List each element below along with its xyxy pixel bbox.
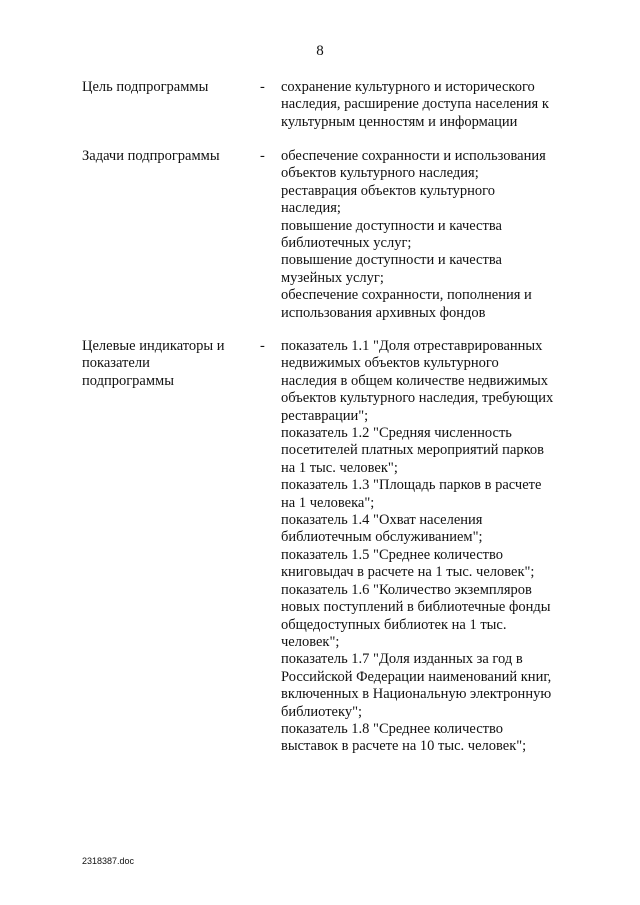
item-line: обеспечение сохранности, пополнения и — [281, 287, 532, 304]
item-line: посетителей платных мероприятий парков — [281, 442, 544, 459]
indicator-item — [281, 477, 581, 512]
section-content — [281, 79, 581, 131]
label-line: Цель подпрограммы — [82, 79, 209, 95]
indicator-item — [281, 425, 581, 477]
item-line: на 1 человека"; — [281, 494, 375, 511]
indicator-item — [281, 582, 581, 652]
label-line: Задачи подпрограммы — [82, 148, 220, 164]
label-line: подпрограммы — [82, 372, 174, 389]
item-line: библиотеку"; — [281, 703, 363, 720]
indicator-item — [281, 721, 581, 756]
dash: - — [260, 79, 265, 95]
list-item — [281, 148, 581, 183]
item-line: наследия, расширение доступа населения к — [281, 96, 549, 113]
list-item — [281, 218, 581, 253]
item-line: объектов культурного наследия, требующих — [281, 390, 554, 407]
list-item — [281, 79, 581, 131]
item-line: библиотечных услуг; — [281, 235, 412, 252]
item-line: показатель 1.6 "Количество экземпляров — [281, 581, 532, 598]
item-line: повышение доступности и качества — [281, 252, 502, 269]
indicator-item — [281, 547, 581, 582]
item-line: показатель 1.2 "Средняя численность — [281, 425, 512, 442]
item-line: недвижимых объектов культурного — [281, 355, 499, 372]
item-line: наследия в общем количестве недвижимых — [281, 372, 549, 389]
item-line: показатель 1.1 "Доля отреставрированных — [281, 338, 543, 354]
page-number: 8 — [316, 43, 324, 59]
item-line: повышение доступности и качества — [281, 217, 502, 234]
dash: - — [260, 338, 265, 354]
item-line: новых поступлений в библиотечные фонды — [281, 599, 551, 616]
item-line: показатель 1.7 "Доля изданных за год в — [281, 651, 523, 668]
item-line: включенных в Национальную электронную — [281, 686, 552, 703]
item-line: показатель 1.3 "Площадь парков в расчете — [281, 477, 542, 494]
section-content — [281, 148, 581, 322]
label-line: Целевые индикаторы и — [82, 338, 225, 354]
item-line: объектов культурного наследия; — [281, 165, 479, 182]
item-line: обеспечение сохранности и использования — [281, 148, 546, 164]
indicator-item — [281, 338, 581, 425]
item-line: выставок в расчете на 10 тыс. человек"; — [281, 738, 527, 755]
item-line: книговыдач в расчете на 1 тыс. человек"; — [281, 564, 535, 581]
section-label — [82, 148, 247, 165]
indicator-item — [281, 512, 581, 547]
item-line: на 1 тыс. человек"; — [281, 459, 398, 476]
item-line: музейных услуг; — [281, 269, 384, 286]
item-line: наследия; — [281, 200, 341, 217]
indicator-item — [281, 651, 581, 721]
item-line: сохранение культурного и исторического — [281, 79, 535, 95]
item-line: реставрация объектов культурного — [281, 182, 495, 199]
document-code: 2318387.doc — [82, 856, 135, 866]
item-line: человек"; — [281, 633, 340, 650]
item-line: использования архивных фондов — [281, 304, 486, 321]
section-label — [82, 79, 247, 96]
item-line: показатель 1.8 "Среднее количество — [281, 720, 503, 737]
list-item — [281, 252, 581, 287]
list-item — [281, 287, 581, 322]
item-line: библиотечным обслуживанием"; — [281, 529, 483, 546]
list-item — [281, 183, 581, 218]
item-line: показатель 1.5 "Среднее количество — [281, 546, 503, 563]
dash: - — [260, 148, 265, 164]
label-line: показатели — [82, 355, 150, 372]
item-line: показатель 1.4 "Охват населения — [281, 512, 483, 529]
item-line: культурным ценностям и информации — [281, 113, 518, 130]
section-label — [82, 338, 247, 390]
item-line: реставрации"; — [281, 407, 369, 424]
item-line: общедоступных библиотек на 1 тыс. — [281, 616, 507, 633]
section-content — [281, 338, 581, 756]
item-line: Российской Федерации наименований книг, — [281, 668, 552, 685]
